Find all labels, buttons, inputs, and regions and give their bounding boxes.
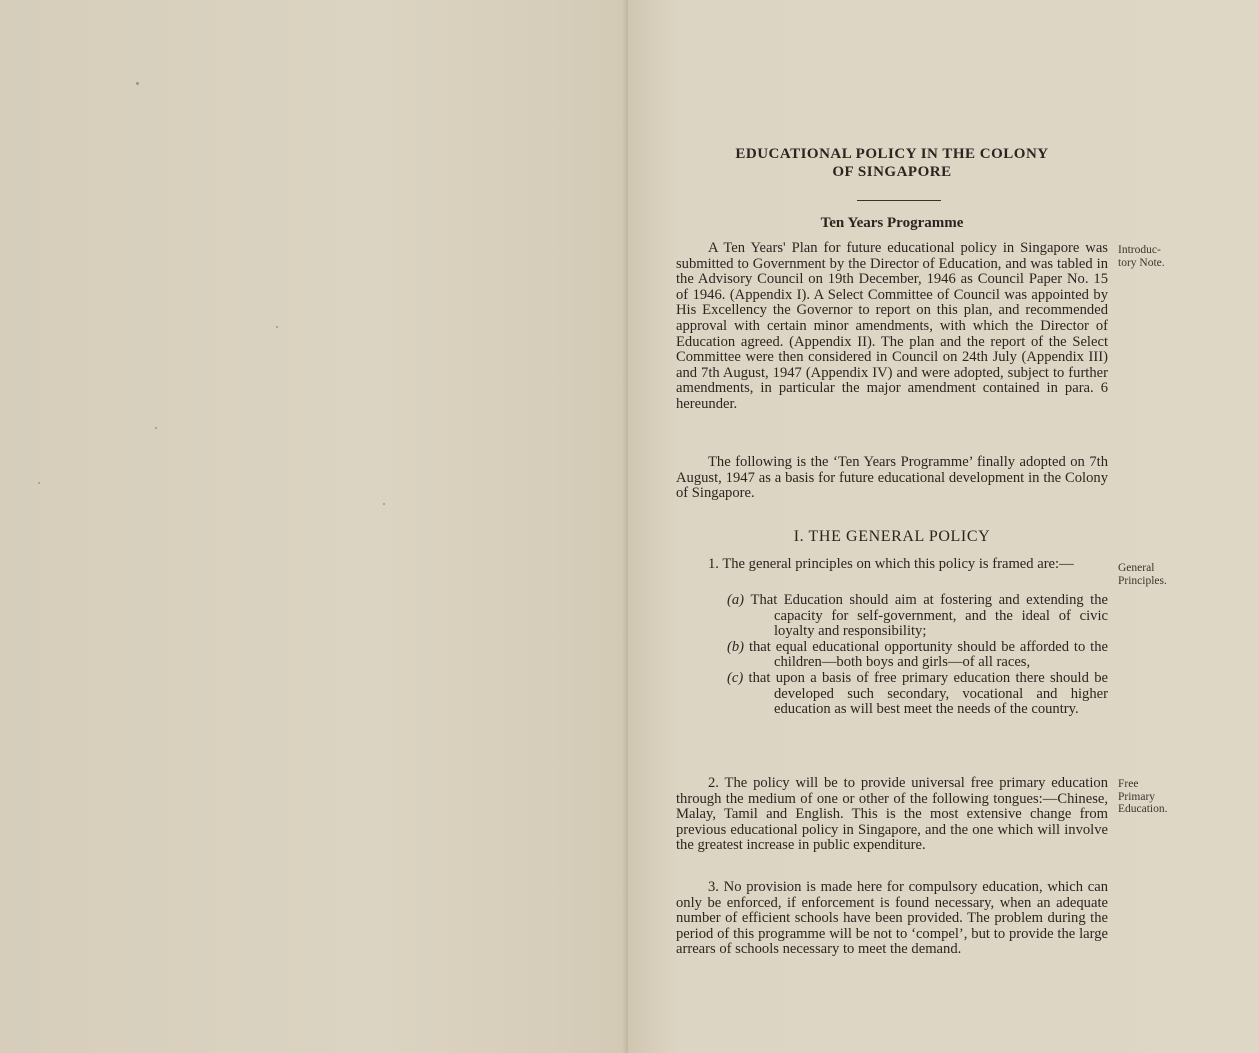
- list-marker: (b): [727, 638, 745, 655]
- document-title: [676, 145, 1108, 181]
- margin-note-line: Free: [1118, 778, 1139, 790]
- margin-note-introductory: [1118, 244, 1198, 269]
- intro-paragraph-2: The following is the ‘Ten Years Programme’ finally adopted on 7th August, 1947 as a basis for future educational development in the Colony of Singapore.: [676, 454, 1108, 502]
- list-item: [727, 640, 1108, 671]
- paper-speck: [38, 482, 40, 484]
- margin-note-free-primary-education: [1118, 778, 1198, 816]
- margin-note-line: Education.: [1118, 803, 1168, 815]
- list-item-text: that equal educational opportunity should be afforded to the children—both boys and girls—of all races,: [748, 638, 1108, 671]
- paragraph-2: 2. The policy will be to provide universal free primary education through the medium of one or other of the following tongues:—Chinese, Malay, Tamil and English. This is the most extensive change from previous educational policy in Singapore, and the one which will involve the greatest increase in public expenditure.: [676, 775, 1108, 854]
- title-divider: [857, 200, 941, 201]
- margin-note-line: Introduc-: [1118, 244, 1161, 256]
- document-subtitle: Ten Years Programme: [820, 215, 964, 231]
- intro-paragraph-1: A Ten Years' Plan for future educational policy in Singapore was submitted to Government by the Director of Education, and was tabled in the Advisory Council on 19th December, 1946 as Council Paper No. 15 of 1946. (Appendix I). A Select Committee of Council was appointed by His Excellency the Governor to report on this plan, and recommended approval with certain minor amendments, with which the Director of Education agreed. (Appendix II). The plan and the report of the Select Committee were then considered in Council on 24th July (Appendix III) and 7th August, 1947 (Appendix IV) and were adopted, subject to further amendments, in particular the major amendment contained in para. 6 hereunder.: [676, 240, 1108, 412]
- paper-speck: [155, 427, 157, 429]
- margin-note-general-principles: [1118, 562, 1198, 587]
- paragraph-3: 3. No provision is made here for compulsory education, which can only be enforced, if enforcement is found necessary, when an adequate number of efficient schools have been provided. The problem during the period of this programme will be not to ‘compel’, but to provide the large arrears of schools necessary to meet the demand.: [676, 879, 1108, 958]
- list-marker: (a): [727, 592, 745, 608]
- list-item: [727, 593, 1108, 640]
- list-item-text: That Education should aim at fostering and extending the capacity for self-government, and the ideal of civic loyalty and responsibility;: [750, 592, 1108, 640]
- list-item: [727, 671, 1108, 718]
- paper-speck: [136, 82, 139, 85]
- title-line-2: OF SINGAPORE: [832, 164, 952, 180]
- list-item-text: that upon a basis of free primary education there should be developed such secondary, vocational and higher education as will best meet the needs of the country.: [748, 669, 1108, 718]
- paragraph-1: 1. The general principles on which this policy is framed are:—: [708, 556, 1074, 572]
- left-page-blank: [0, 0, 628, 1053]
- list-marker: (c): [727, 669, 744, 686]
- principles-list: [727, 593, 1108, 718]
- title-line-1: EDUCATIONAL POLICY IN THE COLONY: [735, 146, 1049, 162]
- section-heading: I. THE GENERAL POLICY: [793, 528, 991, 545]
- margin-note-line: tory Note.: [1118, 256, 1165, 269]
- margin-note-line: Principles.: [1118, 574, 1167, 587]
- paper-speck: [276, 326, 278, 328]
- margin-note-line: Primary: [1118, 790, 1156, 803]
- margin-note-line: General: [1118, 562, 1155, 574]
- paper-speck: [383, 503, 385, 505]
